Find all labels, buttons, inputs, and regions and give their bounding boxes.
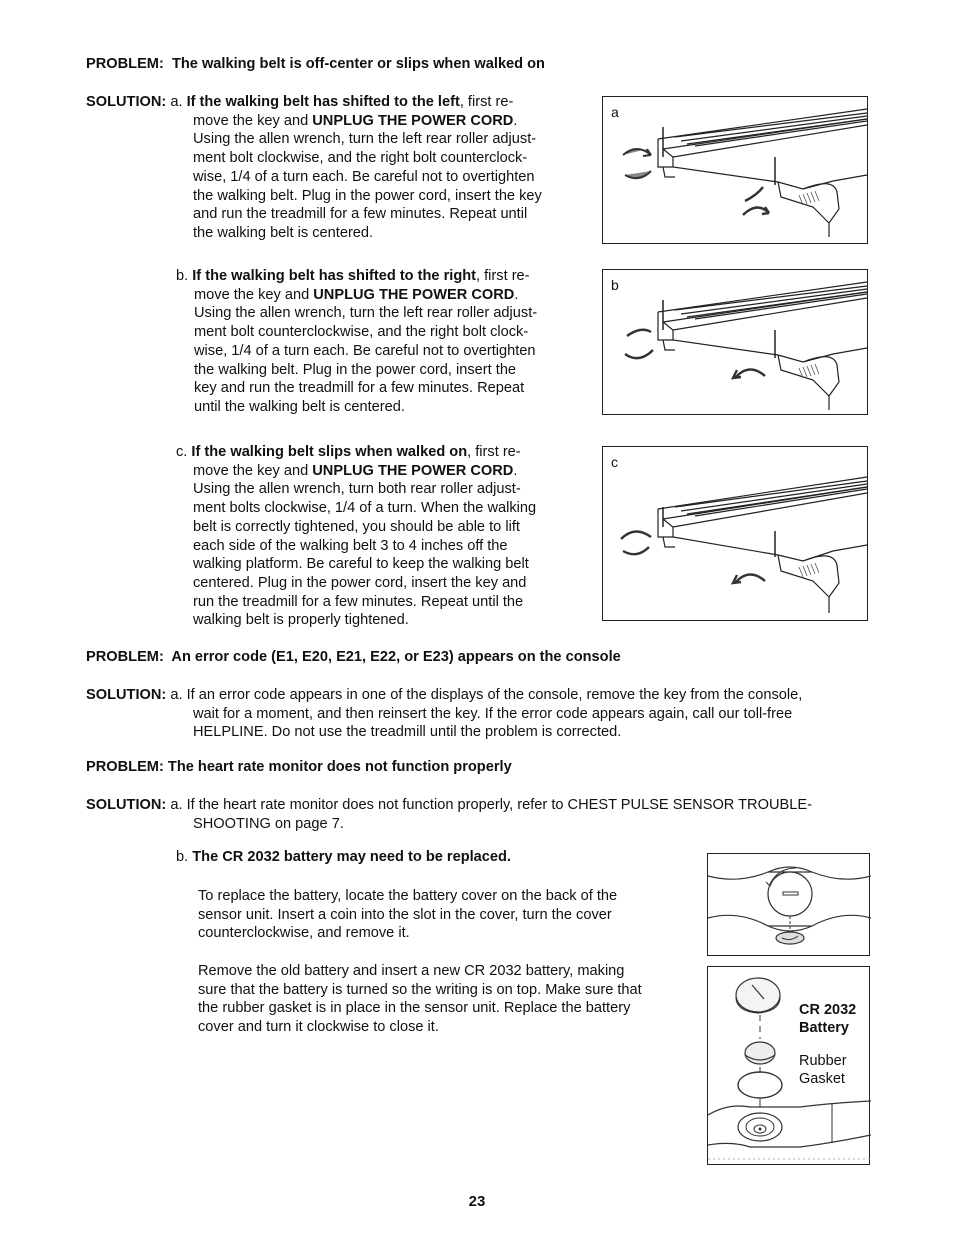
- treadmill-illustration-b: [603, 270, 869, 416]
- step-c-body: Using the allen wrench, turn both rear roller adjust- ment bolts clockwise, 1/4 of a turn. When the walking belt is correctly tightened, you should be able to lift each side of the walking belt 3 to 4 inches off the walking platform. Be careful to keep the walking belt centered. Plug in the power cord, insert the key and run the treadmill for a few minutes. Repeat until the walking belt is properly tightened.: [193, 481, 537, 629]
- problem-2-solution: SOLUTION: a. If an error code appears in one of the displays of the console, remove the key from the console, wait for a moment, and then reinsert the key. If the error code appears again, call our toll-free HELPLINE. Do not use the treadmill until the problem is corrected.: [86, 687, 803, 741]
- figure-a-treadmill-left-shift: [602, 96, 868, 244]
- battery-cover-instructions: To replace the battery, locate the battery cover on the back of the sensor unit. Insert a coin into the slot in the cover, turn the cover counterclockwise, and remove it.: [198, 888, 618, 942]
- battery-replace-instructions: Remove the old battery and insert a new CR 2032 battery, making sure that the battery is turned so the writing is on top. Make sure that the rubber gasket is in place in the sensor unit. Replace the battery cover and turn it clockwise to close it.: [198, 963, 642, 1036]
- step-b-body: Using the allen wrench, turn the left rear roller adjust- ment bolt counterclockwise, and the right bolt clock- wise, 1/4 of a turn each. Be careful not to overtighten the walking belt. Plug in the power cord, insert the key and run the treadmill for a few minutes. Repeat until the walking belt is centered.: [194, 305, 538, 415]
- figure-a-label: a: [611, 104, 619, 120]
- figure-c-label: c: [611, 454, 618, 470]
- problem-1-step-a: SOLUTION: a. If the walking belt has shifted to the left, first re- move the key and UNPLUG THE POWER CORD. Using the allen wrench, turn the left rear roller adjust- ment bolt clockwise, and the right bolt counterclock- wise, 1/4 of a turn each. Be careful not to overtighten the walking belt. Plug in the power cord, insert the key and run the treadmill for a few minutes. Repeat until the walking belt is centered.: [86, 93, 586, 243]
- page-number: 23: [468, 1193, 486, 1210]
- treadmill-illustration-a: [603, 97, 869, 245]
- problem-3-heading: PROBLEM: The heart rate monitor does not function properly: [86, 759, 512, 775]
- gasket-callout: Rubber Gasket: [799, 1053, 847, 1087]
- problem-1-heading: PROBLEM: The walking belt is off-center or slips when walked on: [86, 56, 545, 72]
- figure-b-treadmill-right-shift: [602, 269, 868, 415]
- problem-1-step-c: c. If the walking belt slips when walked on, first re- move the key and UNPLUG THE POWER CORD. Using the allen wrench, turn both rear roller adjust- ment bolts clockwise, 1/4 of a turn. When the walking belt is correctly tightened, you should be able to lift each side of the walking belt 3 to 4 inches off the walking platform. Be careful to keep the walking belt centered. Plug in the power cord, insert the key and run the treadmill for a few minutes. Repeat until the walking belt is properly tightened.: [176, 443, 596, 630]
- figure-battery-gasket: [707, 966, 870, 1165]
- battery-callout: CR 2032 Battery: [799, 1002, 857, 1036]
- problem-3-solution-a: SOLUTION: a. If the heart rate monitor does not function properly, refer to CHEST PULSE SENSOR TROUBLE- SHOOTING on page 7.: [86, 797, 812, 832]
- problem-3-step-b-heading: b. The CR 2032 battery may need to be replaced.: [176, 849, 511, 865]
- figure-sensor-battery-cover: [707, 853, 870, 956]
- sensor-cover-illustration: [708, 854, 871, 957]
- problem-2-heading: PROBLEM: An error code (E1, E20, E21, E22, or E23) appears on the console: [86, 649, 621, 665]
- problem-1-step-b: b. If the walking belt has shifted to the right, first re- move the key and UNPLUG THE POWER CORD. Using the allen wrench, turn the left rear roller adjust- ment bolt counterclockwise, and the right bolt clock- wise, 1/4 of a turn each. Be careful not to overtighten the walking belt. Plug in the power cord, insert the key and run the treadmill for a few minutes. Repeat until the walking belt is centered.: [176, 267, 596, 417]
- treadmill-illustration-c: [603, 447, 869, 622]
- figure-b-label: b: [611, 277, 619, 293]
- step-a-body: Using the allen wrench, turn the left rear roller adjust- ment bolt clockwise, and the right bolt counterclock- wise, 1/4 of a turn each. Be careful not to overtighten the walking belt. Plug in the power cord, insert the key and run the treadmill for a few minutes. Repeat until the walking belt is centered.: [193, 131, 542, 241]
- figure-c-treadmill-slipping: [602, 446, 868, 621]
